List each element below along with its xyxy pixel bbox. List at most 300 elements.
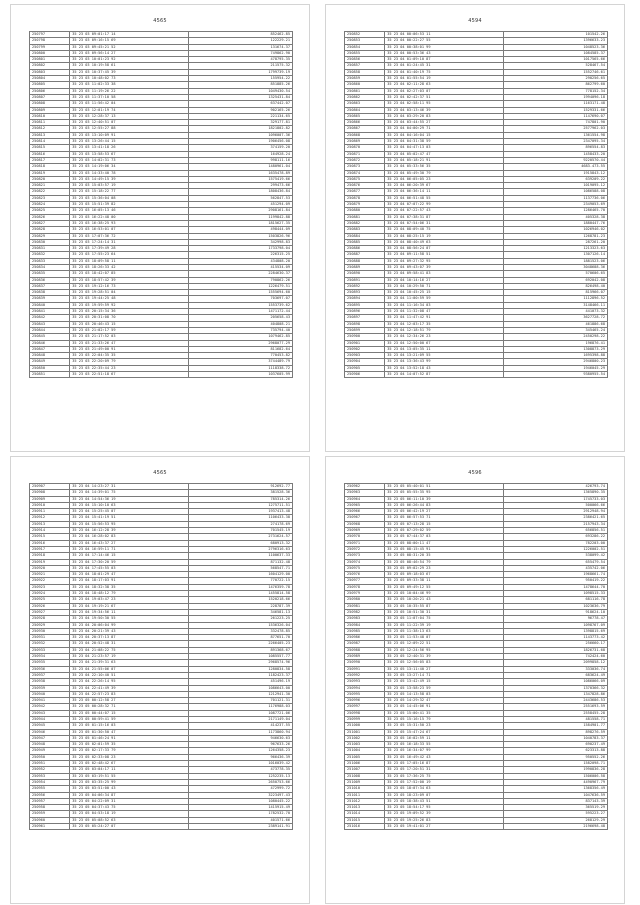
timestamp-cell: 35 23 03 21:02:17 59 bbox=[70, 327, 189, 333]
amount-cell: 101542.26 bbox=[503, 32, 607, 38]
amount-cell: 770722.15 bbox=[188, 578, 292, 584]
amount-cell: 826498.40 bbox=[503, 283, 607, 289]
record-id-cell: 250811 bbox=[30, 120, 70, 126]
amount-cell: 701121.31 bbox=[188, 698, 292, 704]
ledger-table bbox=[344, 31, 608, 378]
amount-cell: 1368356.49 bbox=[503, 786, 607, 792]
record-id-cell: 250808 bbox=[30, 101, 70, 107]
amount-cell: 1478644.70 bbox=[503, 584, 607, 590]
amount-cell: 2912948.94 bbox=[503, 509, 607, 515]
timestamp-cell: 35 23 04 05:49:30 79 bbox=[385, 170, 504, 176]
timestamp-cell: 35 23 04 20:37:13 87 bbox=[70, 635, 189, 641]
record-id-cell: 250834 bbox=[30, 264, 70, 270]
record-id-cell: 250908 bbox=[30, 490, 70, 496]
timestamp-cell: 35 23 05 04:06:34 87 bbox=[70, 792, 189, 798]
amount-cell: 851885.26 bbox=[188, 82, 292, 88]
amount-cell: 1584901.77 bbox=[503, 723, 607, 729]
record-id-cell: 250935 bbox=[30, 660, 70, 666]
timestamp-cell: 35 23 03 22:20:09 79 bbox=[70, 359, 189, 365]
timestamp-cell: 35 23 05 06:11:10 39 bbox=[385, 496, 504, 502]
record-id-cell: 250882 bbox=[345, 220, 385, 226]
amount-cell: 562847.53 bbox=[188, 195, 292, 201]
timestamp-cell: 35 23 05 12:24:56 95 bbox=[385, 647, 504, 653]
record-id-cell: 250829 bbox=[30, 233, 70, 239]
timestamp-cell: 35 23 04 22:26:14 95 bbox=[70, 679, 189, 685]
amount-cell: 1880447.76 bbox=[503, 220, 607, 226]
record-id-cell: 250813 bbox=[30, 132, 70, 138]
record-id-cell: 250846 bbox=[30, 340, 70, 346]
record-id-cell: 250865 bbox=[345, 113, 385, 119]
amount-cell: 681116.78 bbox=[503, 597, 607, 603]
timestamp-cell: 35 23 04 19:34:56 11 bbox=[70, 609, 189, 615]
record-id-cell: 250922 bbox=[30, 578, 70, 584]
amount-cell: 595223.27 bbox=[503, 811, 607, 817]
timestamp-cell: 35 23 03 10:01:23 92 bbox=[70, 57, 189, 63]
record-id-cell: 251011 bbox=[345, 792, 385, 798]
timestamp-cell: 35 23 04 04:47:13 03 bbox=[385, 145, 504, 151]
amount-cell: 481558.71 bbox=[503, 716, 607, 722]
timestamp-cell: 35 23 05 13:42:49 15 bbox=[385, 679, 504, 685]
amount-cell: 655479.54 bbox=[503, 559, 607, 565]
record-id-cell: 250873 bbox=[345, 164, 385, 170]
timestamp-cell: 35 23 03 15:03:57 19 bbox=[70, 183, 189, 189]
record-id-cell: 250980 bbox=[345, 597, 385, 603]
amount-cell: 2443686.53 bbox=[503, 698, 607, 704]
record-id-cell: 250885 bbox=[345, 239, 385, 245]
amount-cell: 811682.64 bbox=[188, 346, 292, 352]
record-id-cell: 250884 bbox=[345, 233, 385, 239]
timestamp-cell: 35 23 05 15:31:50 23 bbox=[385, 723, 504, 729]
amount-cell: 623313.88 bbox=[503, 748, 607, 754]
amount-cell: 1635478.89 bbox=[188, 170, 292, 176]
amount-cell: 1915843.12 bbox=[503, 170, 607, 176]
timestamp-cell: 35 23 04 07:22:57 43 bbox=[385, 208, 504, 214]
timestamp-cell: 35 23 04 21:39:31 63 bbox=[70, 660, 189, 666]
timestamp-cell: 35 23 05 09:18:03 67 bbox=[385, 572, 504, 578]
amount-cell: 639209.22 bbox=[503, 176, 607, 182]
amount-cell: 164928.24 bbox=[188, 151, 292, 157]
amount-cell: 2389141.91 bbox=[188, 824, 292, 830]
timestamp-cell: 35 23 04 01:40:19 75 bbox=[385, 69, 504, 75]
timestamp-cell: 35 23 05 00:59:41 59 bbox=[70, 716, 189, 722]
record-id-cell: 250809 bbox=[30, 107, 70, 113]
amount-cell: 912692.77 bbox=[188, 484, 292, 490]
timestamp-cell: 35 23 04 15:10:10 63 bbox=[70, 502, 189, 508]
amount-cell: 2196698.48 bbox=[503, 824, 607, 830]
timestamp-cell: 35 23 03 11:37:10 58 bbox=[70, 94, 189, 100]
record-id-cell: 250975 bbox=[345, 565, 385, 571]
amount-cell: 1604129.00 bbox=[188, 572, 292, 578]
record-id-cell: 250963 bbox=[345, 490, 385, 496]
amount-cell: 570606.65 bbox=[503, 271, 607, 277]
amount-cell: 966436.39 bbox=[188, 754, 292, 760]
amount-cell: 2946800.23 bbox=[503, 359, 607, 365]
amount-cell: 1137736.06 bbox=[503, 195, 607, 201]
timestamp-cell: 35 23 05 04:53:18 19 bbox=[70, 811, 189, 817]
amount-cell: 2968574.96 bbox=[188, 660, 292, 666]
record-id-cell: 250898 bbox=[345, 321, 385, 327]
timestamp-cell: 35 23 05 02:01:59 35 bbox=[70, 742, 189, 748]
record-id-cell: 250964 bbox=[345, 496, 385, 502]
timestamp-cell: 35 23 04 12:50:00 67 bbox=[385, 340, 504, 346]
timestamp-cell: 35 23 05 10:51:30 31 bbox=[385, 609, 504, 615]
record-id-cell: 250824 bbox=[30, 202, 70, 208]
amount-cell: 226315.25 bbox=[188, 252, 292, 258]
amount-cell: 749862.90 bbox=[188, 50, 292, 56]
amount-cell: 342998.83 bbox=[188, 239, 292, 245]
timestamp-cell: 35 23 04 06:51:48 55 bbox=[385, 195, 504, 201]
record-id-cell: 250974 bbox=[345, 559, 385, 565]
timestamp-cell: 35 23 03 13:10:09 91 bbox=[70, 132, 189, 138]
record-id-cell: 250810 bbox=[30, 113, 70, 119]
amount-cell: 441073.32 bbox=[503, 309, 607, 315]
record-id-cell: 250930 bbox=[30, 628, 70, 634]
timestamp-cell: 35 23 04 09:58:41 83 bbox=[385, 271, 504, 277]
amount-cell: 1946045.29 bbox=[503, 365, 607, 371]
amount-cell: 770453.82 bbox=[188, 353, 292, 359]
timestamp-cell: 35 23 03 18:57:42 39 bbox=[70, 277, 189, 283]
record-id-cell: 250883 bbox=[345, 227, 385, 233]
amount-cell: 2157943.34 bbox=[503, 521, 607, 527]
amount-cell: 782203.00 bbox=[503, 540, 607, 546]
timestamp-cell: 35 23 04 13:05:35 11 bbox=[385, 346, 504, 352]
table-row bbox=[30, 372, 293, 378]
amount-cell: 568547.71 bbox=[188, 565, 292, 571]
record-id-cell: 251016 bbox=[345, 824, 385, 830]
amount-cell: 1176988.03 bbox=[188, 704, 292, 710]
amount-cell: 2908161.84 bbox=[188, 208, 292, 214]
amount-cell: 196876.41 bbox=[503, 340, 607, 346]
record-id-cell: 250864 bbox=[345, 107, 385, 113]
record-id-cell: 250960 bbox=[30, 817, 70, 823]
timestamp-cell: 35 23 03 20:31:08 70 bbox=[70, 315, 189, 321]
timestamp-cell: 35 23 05 01:46:24 91 bbox=[70, 735, 189, 741]
timestamp-cell: 35 23 04 09:27:32 95 bbox=[385, 258, 504, 264]
record-id-cell: 251010 bbox=[345, 786, 385, 792]
amount-cell: 1506006.58 bbox=[503, 773, 607, 779]
record-id-cell: 250985 bbox=[345, 628, 385, 634]
amount-cell: 1049430.54 bbox=[188, 88, 292, 94]
record-id-cell: 250988 bbox=[345, 647, 385, 653]
record-id-cell: 250852 bbox=[345, 32, 385, 38]
record-id-cell: 250807 bbox=[30, 94, 70, 100]
record-id-cell: 250906 bbox=[345, 372, 385, 378]
timestamp-cell: 35 23 04 16:12:28 39 bbox=[70, 528, 189, 534]
amount-cell: 1086643.00 bbox=[188, 685, 292, 691]
amount-cell: 1106433.38 bbox=[188, 515, 292, 521]
record-id-cell: 250968 bbox=[345, 521, 385, 527]
record-id-cell: 250991 bbox=[345, 666, 385, 672]
timestamp-cell: 35 23 04 21:55:06 07 bbox=[70, 666, 189, 672]
record-id-cell: 250989 bbox=[345, 654, 385, 660]
record-id-cell: 250819 bbox=[30, 170, 70, 176]
amount-cell: 261223.25 bbox=[188, 616, 292, 622]
timestamp-cell: 35 23 05 01:30:50 47 bbox=[70, 729, 189, 735]
timestamp-cell: 35 23 04 03:44:55 27 bbox=[385, 120, 504, 126]
timestamp-cell: 35 23 04 10:45:25 15 bbox=[385, 290, 504, 296]
amount-cell: 1226002.51 bbox=[503, 546, 607, 552]
record-id-cell: 250969 bbox=[345, 528, 385, 534]
record-id-cell: 250982 bbox=[345, 609, 385, 615]
timestamp-cell: 35 23 04 07:38:31 87 bbox=[385, 214, 504, 220]
record-id-cell: 250962 bbox=[345, 484, 385, 490]
timestamp-cell: 35 23 03 20:15:34 36 bbox=[70, 309, 189, 315]
amount-cell: 735794.40 bbox=[188, 327, 292, 333]
record-id-cell: 250851 bbox=[30, 372, 70, 378]
timestamp-cell: 35 23 05 18:23:09 07 bbox=[385, 792, 504, 798]
record-id-cell: 250918 bbox=[30, 553, 70, 559]
amount-cell: 703697.07 bbox=[188, 296, 292, 302]
timestamp-cell: 35 23 04 18:48:12 79 bbox=[70, 591, 189, 597]
amount-cell: 1280834.58 bbox=[188, 666, 292, 672]
amount-cell: 1085557.77 bbox=[188, 654, 292, 660]
amount-cell: 1026946.02 bbox=[503, 227, 607, 233]
record-id-cell: 250920 bbox=[30, 565, 70, 571]
amount-cell: 1079462.85 bbox=[188, 334, 292, 340]
timestamp-cell: 35 23 04 02:58:11 95 bbox=[385, 101, 504, 107]
record-id-cell: 250860 bbox=[345, 82, 385, 88]
record-id-cell: 250895 bbox=[345, 302, 385, 308]
timestamp-cell: 35 23 05 16:34:07 99 bbox=[385, 748, 504, 754]
amount-cell: 365519.29 bbox=[503, 805, 607, 811]
amount-cell: 2968077.29 bbox=[188, 340, 292, 346]
record-id-cell: 251008 bbox=[345, 773, 385, 779]
timestamp-cell: 35 23 04 01:09:10 87 bbox=[385, 57, 504, 63]
record-id-cell: 250977 bbox=[345, 578, 385, 584]
amount-cell: 637442.07 bbox=[188, 101, 292, 107]
timestamp-cell: 35 23 04 02:27:03 07 bbox=[385, 88, 504, 94]
table-row bbox=[345, 372, 608, 378]
timestamp-cell: 35 23 05 06:26:44 83 bbox=[385, 502, 504, 508]
record-id-cell: 251013 bbox=[345, 805, 385, 811]
timestamp-cell: 35 23 04 12:18:51 79 bbox=[385, 327, 504, 333]
record-id-cell: 251007 bbox=[345, 767, 385, 773]
amount-cell: 2171149.04 bbox=[188, 716, 292, 722]
amount-cell: 1415915.49 bbox=[188, 805, 292, 811]
record-id-cell: 250966 bbox=[345, 509, 385, 515]
timestamp-cell: 35 23 03 14:33:40 78 bbox=[70, 170, 189, 176]
amount-cell: 785314.26 bbox=[188, 496, 292, 502]
record-id-cell: 250938 bbox=[30, 679, 70, 685]
record-id-cell: 250868 bbox=[345, 132, 385, 138]
timestamp-cell: 35 23 03 14:02:31 73 bbox=[70, 157, 189, 163]
amount-cell: 2551693.59 bbox=[503, 704, 607, 710]
timestamp-cell: 35 23 05 08:31:20 35 bbox=[385, 553, 504, 559]
timestamp-cell: 35 23 04 07:54:06 31 bbox=[385, 220, 504, 226]
record-id-cell: 250993 bbox=[345, 679, 385, 685]
record-id-cell: 250893 bbox=[345, 290, 385, 296]
amount-cell: 1226479.51 bbox=[188, 283, 292, 289]
timestamp-cell: 35 23 05 04:22:09 31 bbox=[70, 798, 189, 804]
timestamp-cell: 35 23 04 13:36:43 99 bbox=[385, 359, 504, 365]
record-id-cell: 250861 bbox=[345, 88, 385, 94]
amount-cell: 404808.21 bbox=[188, 321, 292, 327]
timestamp-cell: 35 23 03 10:48:02 73 bbox=[70, 76, 189, 82]
amount-cell: 538099.42 bbox=[503, 553, 607, 559]
record-id-cell: 250934 bbox=[30, 654, 70, 660]
record-id-cell: 250956 bbox=[30, 792, 70, 798]
record-id-cell: 250901 bbox=[345, 340, 385, 346]
record-id-cell: 251003 bbox=[345, 742, 385, 748]
amount-cell: 3744489.79 bbox=[188, 359, 292, 365]
record-id-cell: 250914 bbox=[30, 528, 70, 534]
record-id-cell: 250941 bbox=[30, 698, 70, 704]
timestamp-cell: 35 23 04 19:03:47 23 bbox=[70, 597, 189, 603]
timestamp-cell: 35 23 03 21:17:52 03 bbox=[70, 334, 189, 340]
record-id-cell: 250905 bbox=[345, 365, 385, 371]
amount-cell: 461886.68 bbox=[503, 321, 607, 327]
amount-cell: 950419.22 bbox=[503, 578, 607, 584]
timestamp-cell: 35 23 03 21:49:00 91 bbox=[70, 346, 189, 352]
amount-cell: 1308873.29 bbox=[503, 346, 607, 352]
record-id-cell: 250912 bbox=[30, 515, 70, 521]
timestamp-cell: 35 23 04 08:09:40 75 bbox=[385, 227, 504, 233]
timestamp-cell: 35 23 03 16:38:25 93 bbox=[70, 220, 189, 226]
timestamp-cell: 35 23 04 18:17:03 91 bbox=[70, 578, 189, 584]
record-id-cell: 250854 bbox=[345, 44, 385, 50]
timestamp-cell: 35 23 03 09:16:15 69 bbox=[70, 38, 189, 44]
record-id-cell: 250954 bbox=[30, 779, 70, 785]
record-id-cell: 250894 bbox=[345, 296, 385, 302]
timestamp-cell: 35 23 05 12:09:22 51 bbox=[385, 641, 504, 647]
timestamp-cell: 35 23 03 14:49:15 39 bbox=[70, 176, 189, 182]
record-id-cell: 251001 bbox=[345, 729, 385, 735]
record-id-cell: 250889 bbox=[345, 264, 385, 270]
amount-cell: 778152.34 bbox=[503, 88, 607, 94]
record-id-cell: 250816 bbox=[30, 151, 70, 157]
amount-cell: 1182423.37 bbox=[188, 672, 292, 678]
amount-cell: 2558455.28 bbox=[503, 710, 607, 716]
record-id-cell: 250983 bbox=[345, 616, 385, 622]
record-id-cell: 250940 bbox=[30, 691, 70, 697]
record-id-cell: 250910 bbox=[30, 502, 70, 508]
record-id-cell: 250805 bbox=[30, 82, 70, 88]
timestamp-cell: 35 23 04 00:22:27 55 bbox=[385, 38, 504, 44]
timestamp-cell: 35 23 04 13:21:09 55 bbox=[385, 353, 504, 359]
record-id-cell: 250937 bbox=[30, 672, 70, 678]
record-id-cell: 250965 bbox=[345, 502, 385, 508]
amount-cell: 1994096.18 bbox=[503, 94, 607, 100]
record-id-cell: 250925 bbox=[30, 597, 70, 603]
timestamp-cell: 35 23 05 16:49:42 43 bbox=[385, 754, 504, 760]
record-id-cell: 250942 bbox=[30, 704, 70, 710]
amount-cell: 1252235.13 bbox=[188, 773, 292, 779]
amount-cell: 1455814.58 bbox=[188, 591, 292, 597]
record-id-cell: 250837 bbox=[30, 283, 70, 289]
ledger-table bbox=[344, 483, 608, 830]
amount-cell: 1086066.09 bbox=[503, 679, 607, 685]
record-id-cell: 250904 bbox=[345, 359, 385, 365]
record-id-cell: 250801 bbox=[30, 57, 70, 63]
amount-cell: 1745733.03 bbox=[503, 496, 607, 502]
amount-cell: 1782532.70 bbox=[188, 811, 292, 817]
amount-cell: 332478.85 bbox=[188, 628, 292, 634]
timestamp-cell: 35 23 05 00:28:32 71 bbox=[70, 704, 189, 710]
amount-cell: 381528.36 bbox=[188, 490, 292, 496]
timestamp-cell: 35 23 04 14:54:36 19 bbox=[70, 496, 189, 502]
timestamp-cell: 35 23 04 08:40:49 63 bbox=[385, 239, 504, 245]
sheet-title: 4594 bbox=[468, 18, 482, 24]
amount-cell: 155954.22 bbox=[188, 76, 292, 82]
timestamp-cell: 35 23 03 22:51:18 67 bbox=[70, 372, 189, 378]
amount-cell: 898276.59 bbox=[503, 729, 607, 735]
amount-cell: 1808436.84 bbox=[188, 189, 292, 195]
amount-cell: 656856.51 bbox=[503, 528, 607, 534]
record-id-cell: 250821 bbox=[30, 183, 70, 189]
record-id-cell: 250872 bbox=[345, 157, 385, 163]
amount-cell: 122229.21 bbox=[188, 38, 292, 44]
amount-cell: 891368.67 bbox=[188, 647, 292, 653]
timestamp-cell: 35 23 05 09:33:38 11 bbox=[385, 578, 504, 584]
amount-cell: 268129.29 bbox=[503, 817, 607, 823]
timestamp-cell: 35 23 03 09:56:14 27 bbox=[70, 50, 189, 56]
amount-cell: 1017565.66 bbox=[503, 57, 607, 63]
timestamp-cell: 35 23 03 13:41:18 26 bbox=[70, 145, 189, 151]
amount-cell: 1396633.23 bbox=[503, 38, 607, 44]
amount-cell: 1016039.42 bbox=[188, 761, 292, 767]
timestamp-cell: 35 23 03 11:56:42 04 bbox=[70, 101, 189, 107]
amount-cell: 414237.55 bbox=[188, 723, 292, 729]
record-id-cell: 250979 bbox=[345, 591, 385, 597]
amount-cell: 1098767.09 bbox=[503, 622, 607, 628]
timestamp-cell: 35 23 05 03:19:51 55 bbox=[70, 773, 189, 779]
record-id-cell: 251004 bbox=[345, 748, 385, 754]
amount-cell: 401571.66 bbox=[188, 817, 292, 823]
timestamp-cell: 35 23 05 16:18:33 55 bbox=[385, 742, 504, 748]
record-id-cell: 250984 bbox=[345, 622, 385, 628]
amount-cell: 946630.63 bbox=[188, 735, 292, 741]
timestamp-cell: 35 23 04 15:56:53 95 bbox=[70, 521, 189, 527]
timestamp-cell: 35 23 04 11:00:59 59 bbox=[385, 296, 504, 302]
record-id-cell: 251015 bbox=[345, 817, 385, 823]
table-row bbox=[30, 824, 293, 830]
record-id-cell: 250994 bbox=[345, 685, 385, 691]
record-id-cell: 250797 bbox=[30, 32, 70, 38]
timestamp-cell: 35 23 05 02:33:08 23 bbox=[70, 754, 189, 760]
timestamp-cell: 35 23 05 09:02:29 23 bbox=[385, 565, 504, 571]
amount-cell: 2386421.65 bbox=[503, 515, 607, 521]
timestamp-cell: 35 23 04 21:23:57 19 bbox=[70, 654, 189, 660]
amount-cell: 1212941.30 bbox=[188, 691, 292, 697]
timestamp-cell: 35 23 04 14:23:27 31 bbox=[70, 484, 189, 490]
record-id-cell: 250927 bbox=[30, 609, 70, 615]
record-id-cell: 250919 bbox=[30, 559, 70, 565]
amount-cell: 415534.09 bbox=[188, 264, 292, 270]
record-id-cell: 250833 bbox=[30, 258, 70, 264]
amount-cell: 1325431.84 bbox=[188, 94, 292, 100]
timestamp-cell: 35 23 05 19:09:52 39 bbox=[385, 811, 504, 817]
amount-cell: 451496.19 bbox=[188, 679, 292, 685]
amount-cell: 1529331.66 bbox=[503, 107, 607, 113]
timestamp-cell: 35 23 03 19:28:51 04 bbox=[70, 290, 189, 296]
amount-cell: 1370366.32 bbox=[503, 685, 607, 691]
record-id-cell: 250814 bbox=[30, 139, 70, 145]
timestamp-cell: 35 23 05 03:51:00 43 bbox=[70, 786, 189, 792]
record-id-cell: 250880 bbox=[345, 208, 385, 214]
table-row bbox=[345, 824, 608, 830]
timestamp-cell: 35 23 05 07:44:37 03 bbox=[385, 534, 504, 540]
record-id-cell: 250804 bbox=[30, 76, 70, 82]
timestamp-cell: 35 23 03 12:40:51 07 bbox=[70, 120, 189, 126]
timestamp-cell: 35 23 05 05:08:52 63 bbox=[70, 817, 189, 823]
timestamp-cell: 35 23 04 09:11:58 51 bbox=[385, 252, 504, 258]
amount-cell: 837143.39 bbox=[503, 798, 607, 804]
timestamp-cell: 35 23 03 12:55:27 88 bbox=[70, 126, 189, 132]
timestamp-cell: 35 23 04 05:02:47 47 bbox=[385, 151, 504, 157]
amount-cell: 290256.65 bbox=[503, 76, 607, 82]
timestamp-cell: 35 23 04 22:41:49 39 bbox=[70, 685, 189, 691]
amount-cell: 747801.90 bbox=[503, 120, 607, 126]
